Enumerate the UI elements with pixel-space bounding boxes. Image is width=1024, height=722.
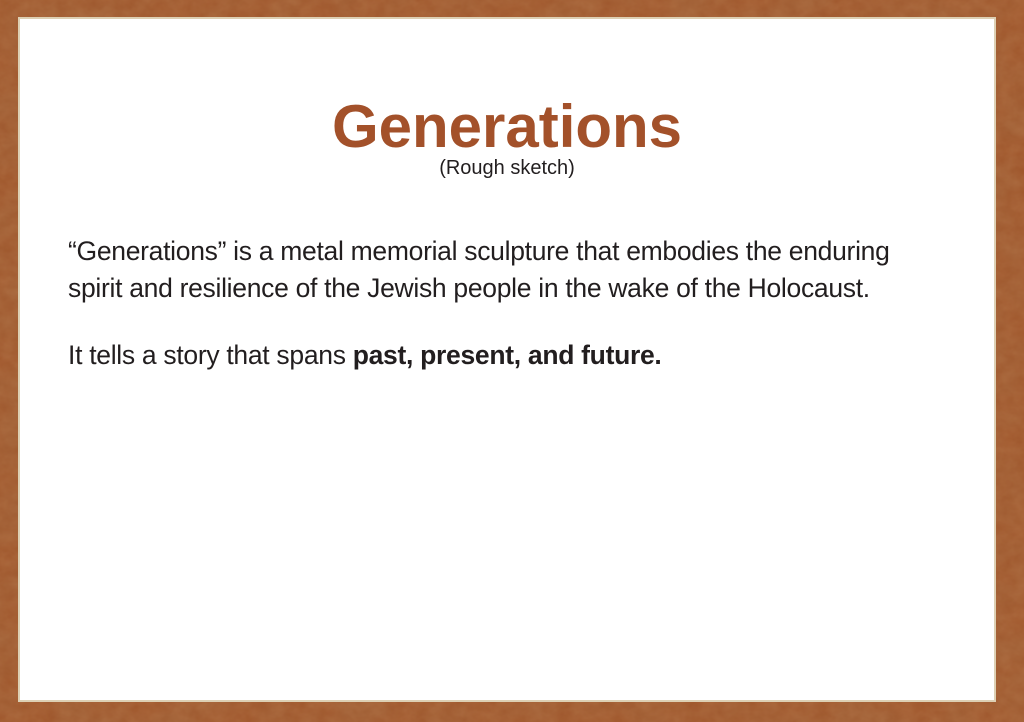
slide-title: Generations [331,93,683,160]
paragraph1-line2: spirit and resilience of the Jewish people in the wake of the Holocaust. [68,273,870,303]
paragraph2-bold-text: past, present, and future. [352,340,662,370]
slide-subtitle: (Rough sketch) [439,157,575,179]
body-paragraph-1 [68,233,974,307]
slide-content-area [20,19,994,700]
paragraph2-text: It tells a story that spans [68,340,353,370]
paragraph1-line1: “Generations” is a metal memorial sculpture that embodies the enduring [68,236,890,266]
slide-body [68,233,974,374]
body-paragraph-2 [68,337,974,374]
